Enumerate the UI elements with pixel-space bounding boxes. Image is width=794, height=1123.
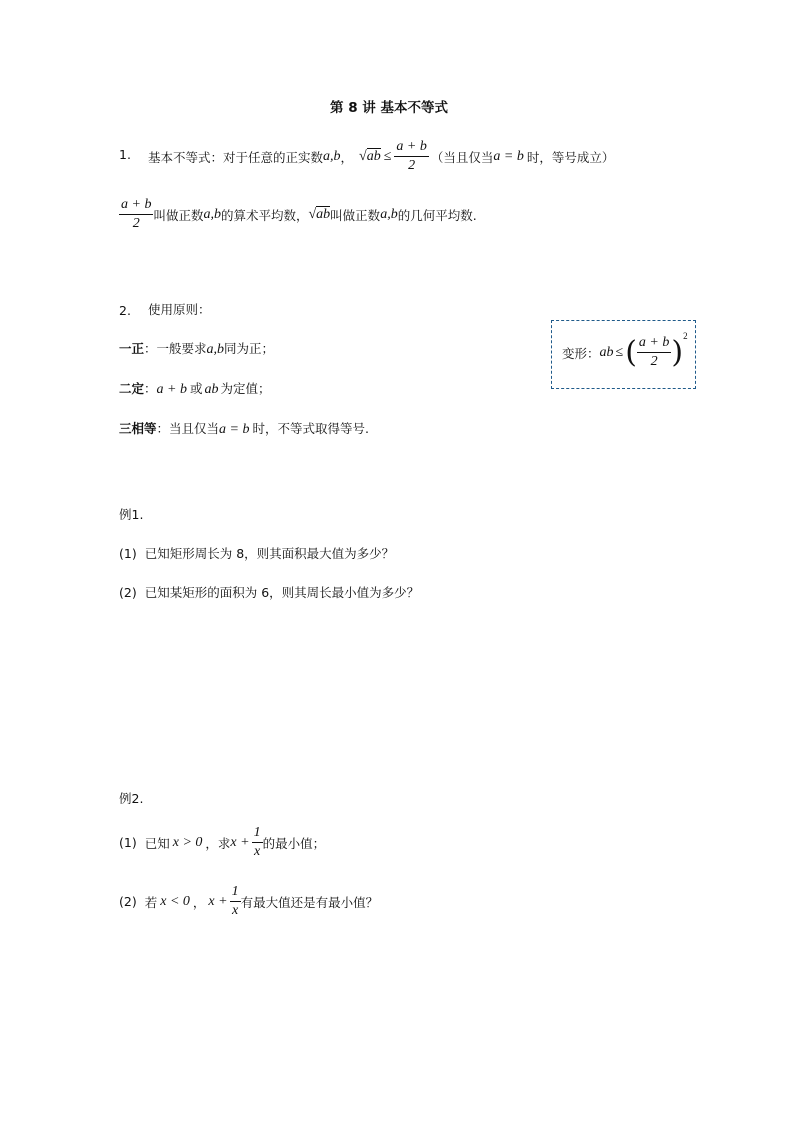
question-number: (1) <box>119 835 137 850</box>
sqrt-sign-icon: √ <box>359 148 367 164</box>
right-paren-icon: ) <box>671 335 684 370</box>
leq-symbol: ≤ <box>383 148 392 164</box>
rule-3-label: 三相等 <box>119 421 157 436</box>
rule-1-text-1: ：一般要求 <box>144 341 207 356</box>
variant-fraction <box>637 336 671 369</box>
expression-x-plus: x + <box>208 893 228 909</box>
variant-formula-box <box>551 320 696 389</box>
fraction-arithmetic-mean <box>119 198 153 231</box>
rule-2-expr-1: a + b <box>156 382 187 397</box>
definition-text-1: 叫做正数 <box>153 207 204 223</box>
condition-equality: a = b <box>493 148 524 164</box>
section-2-number: 2. <box>119 303 131 318</box>
example-1-label: 例1. <box>119 507 144 522</box>
definition-vars-1: a,b <box>203 206 221 222</box>
section-1-definition-line <box>119 198 477 231</box>
definition-text-3: 叫做正数 <box>330 207 381 223</box>
fraction-denominator: 2 <box>132 216 140 231</box>
condition-x-positive: x > 0 <box>172 834 203 850</box>
definition-text-2: 的算术平均数， <box>220 207 309 223</box>
question-number: (1) <box>119 546 137 561</box>
condition-x-negative: x < 0 <box>160 893 190 909</box>
section-1-vars: a,b <box>323 148 341 164</box>
fraction-denominator: x <box>253 844 261 859</box>
example-1-question-2 <box>119 583 419 601</box>
section-1-text: 基本不等式：对于任意的正实数 <box>148 149 324 165</box>
example-2-label: 例2. <box>119 791 144 806</box>
rule-3-equality: a = b <box>219 422 250 437</box>
condition-close: 时，等号成立） <box>526 149 615 165</box>
variant-lhs: ab <box>599 344 614 360</box>
fraction-1-over-x <box>252 826 263 859</box>
variant-label: 变形： <box>562 345 600 361</box>
example-1-question-1 <box>119 544 394 562</box>
rule-2-text-2: 为定值； <box>220 381 271 396</box>
definition-text-4: 的几何平均数. <box>397 207 477 223</box>
rule-2-text-1: ： <box>144 381 157 396</box>
fraction-1-over-x <box>230 885 241 918</box>
rule-3-text-1: ：当且仅当 <box>156 421 220 436</box>
sqrt-ab-definition <box>308 207 330 223</box>
question-text-2: ，求 <box>205 835 231 851</box>
question-text-1: 已知 <box>144 835 170 851</box>
rule-1 <box>119 339 274 358</box>
example-2-question-1 <box>119 826 325 859</box>
rule-1-label: 一正 <box>119 341 145 356</box>
fraction-numerator: 1 <box>252 826 263 843</box>
question-text-3: 的最小值； <box>262 835 326 851</box>
rule-2-label: 二定 <box>119 381 145 396</box>
question-text-3: 有最大值还是有最小值？ <box>240 894 379 910</box>
question-text: 已知矩形周长为 8，则其面积最大值为多少？ <box>144 546 395 561</box>
fraction-a-plus-b-over-2 <box>394 140 428 173</box>
fraction-denominator: 2 <box>408 158 416 173</box>
section-1-number: 1. <box>119 147 131 162</box>
sqrt-sign-icon: √ <box>308 206 317 222</box>
rule-2 <box>119 379 271 398</box>
example-2-question-2 <box>119 885 378 918</box>
left-paren-icon: ( <box>625 335 637 370</box>
sqrt-ab <box>359 149 381 165</box>
section-2-heading: 使用原则： <box>148 302 211 317</box>
variant-fraction-numerator: a + b <box>637 336 671 353</box>
rule-1-text-2: 同为正； <box>224 341 275 356</box>
page-title: 第 8 讲 基本不等式 <box>330 100 448 116</box>
question-number: (2) <box>119 585 137 600</box>
section-1-line <box>148 140 614 173</box>
sqrt-radicand: ab <box>316 206 331 222</box>
question-text-2: ， <box>192 894 206 910</box>
fraction-denominator: x <box>231 903 239 918</box>
definition-vars-2: a,b <box>380 206 398 222</box>
question-text: 已知某矩形的面积为 6，则其周长最小值为多少？ <box>144 585 420 600</box>
condition-open: （当且仅当 <box>430 149 494 165</box>
variant-formula <box>562 331 688 370</box>
section-1-comma: ， <box>340 149 354 165</box>
rule-2-expr-2: ab <box>204 382 219 397</box>
rule-2-or: 或 <box>189 381 203 396</box>
variant-leq: ≤ <box>615 344 624 360</box>
fraction-numerator: 1 <box>230 885 241 902</box>
question-text-1: 若 <box>144 894 158 910</box>
rule-1-vars: a,b <box>206 342 225 357</box>
rule-3-text-2: 时，不等式取得等号. <box>252 421 369 436</box>
question-number: (2) <box>119 894 137 909</box>
fraction-numerator: a + b <box>394 140 428 157</box>
sqrt-radicand: ab <box>366 148 381 164</box>
variant-fraction-denominator: 2 <box>650 354 658 369</box>
expression-x-plus: x + <box>230 834 250 850</box>
variant-exponent: 2 <box>683 331 688 341</box>
fraction-numerator: a + b <box>119 198 153 215</box>
rule-3 <box>119 419 369 438</box>
